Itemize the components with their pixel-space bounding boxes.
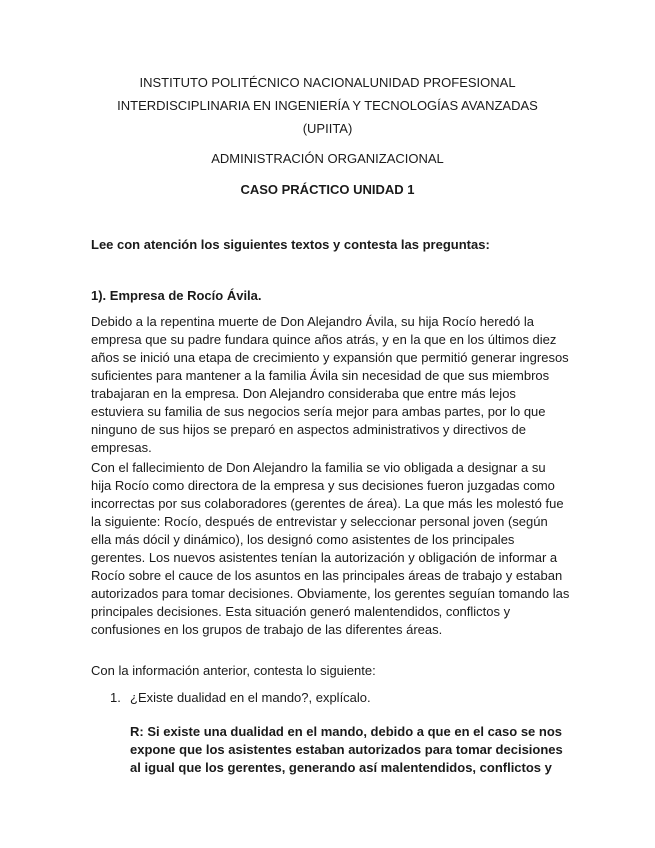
paragraph-1-line: empresas.: [91, 440, 152, 455]
answer-line: al igual que los gerentes, generando así malentendidos, conflictos y: [130, 760, 552, 775]
answer-line: expone que los asistentes estaban autorizados para tomar decisiones: [130, 742, 563, 757]
question-text: ¿Existe dualidad en el mando?, explícalo.: [130, 690, 371, 705]
paragraph-1-line: Debido a la repentina muerte de Don Alejandro Ávila, su hija Rocío heredó la: [91, 314, 534, 329]
paragraph-1-line: trabajaran en la empresa. Don Alejandro consideraba que entre más lejos: [91, 386, 516, 401]
questions-intro: Con la información anterior, contesta lo siguiente:: [91, 663, 376, 678]
paragraph-2: [91, 459, 576, 639]
paragraph-1-line: años se inició una etapa de crecimiento y expansión que permitió generar ingresos: [91, 350, 569, 365]
answer-block: [130, 723, 570, 777]
paragraph-1: [91, 313, 576, 457]
paragraph-1-line: empresa que su padre fundara quince años atrás, y en la que en los últimos diez: [91, 332, 557, 347]
answer-line: R: Si existe una dualidad en el mando, debido a que en el caso se nos: [130, 724, 562, 739]
paragraph-1-line: ninguno de sus hijos se preparó en aspectos administrativos y directivos de: [91, 422, 527, 437]
paragraph-2-line: gerentes. Los nuevos asistentes tenían la autorización y obligación de informar a: [91, 550, 558, 565]
paragraph-2-line: Con el fallecimiento de Don Alejandro la familia se vio obligada a designar a su: [91, 460, 546, 475]
question-number: 1.: [110, 690, 121, 705]
paragraph-2-line: incorrectas por sus colaboradores (gerentes de área). La que más les molestó fue: [91, 496, 564, 511]
paragraph-2-line: la siguiente: Rocío, después de entrevistar y seleccionar personal joven (según: [91, 514, 548, 529]
paragraph-2-line: confusiones en los grupos de trabajo de las diferentes áreas.: [91, 622, 443, 637]
institution-acronym: (UPIITA): [302, 121, 353, 136]
section-heading: 1). Empresa de Rocío Ávila.: [91, 288, 262, 303]
paragraph-1-line: suficientes para mantener a la familia Ávila sin necesidad de que sus miembros: [91, 368, 550, 383]
paragraph-2-line: hija Rocío como directora de la empresa y sus decisiones fueron juzgadas como: [91, 478, 555, 493]
paragraph-1-line: estuviera su familia de sus negocios sería mejor para ambas partes, por lo que: [91, 404, 546, 419]
institution-name-line1: INSTITUTO POLITÉCNICO NACIONALUNIDAD PROFESIONAL: [139, 75, 516, 90]
paragraph-2-line: ella más dócil y dinámico), los designó como asistentes de los principales: [91, 532, 515, 547]
institution-name-line2: INTERDISCIPLINARIA EN INGENIERÍA Y TECNOLOGÍAS AVANZADAS: [117, 98, 538, 113]
paragraph-2-line: Rocío sobre el cauce de los asuntos en las principales áreas de trabajo y estaban: [91, 568, 563, 583]
paragraph-2-line: principales decisiones. Esta situación generó malentendidos, conflictos y: [91, 604, 511, 619]
paragraph-2-line: autorizados para tomar decisiones. Obviamente, los gerentes seguían tomando las: [91, 586, 570, 601]
instruction-text: Lee con atención los siguientes textos y contesta las preguntas:: [91, 237, 490, 252]
subject-title: ADMINISTRACIÓN ORGANIZACIONAL: [211, 151, 444, 166]
document-title: CASO PRÁCTICO UNIDAD 1: [240, 182, 415, 197]
